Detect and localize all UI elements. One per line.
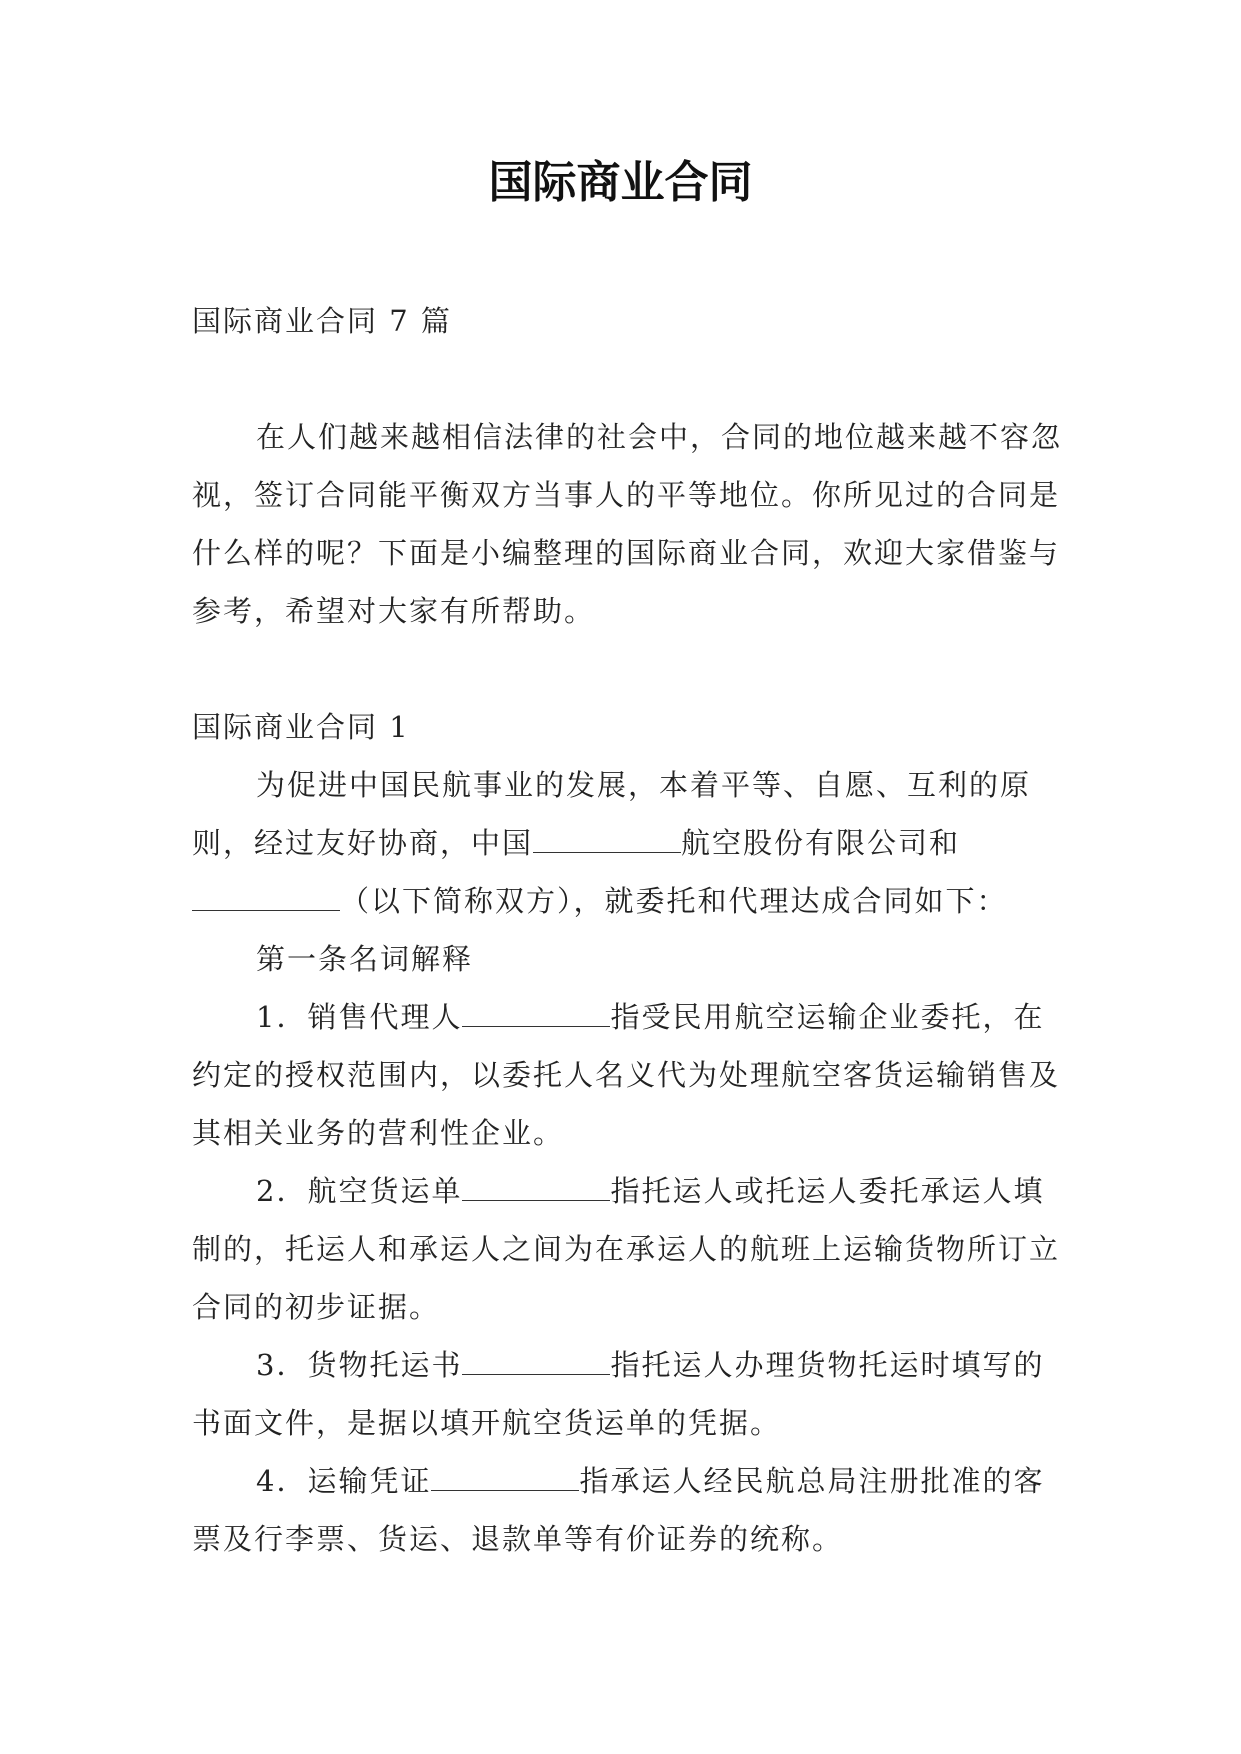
article-heading: 第一条名词解释 — [256, 942, 474, 976]
definition-term: 4．运输凭证 — [256, 1464, 432, 1498]
definition-text: 指托运人办理货物托运时填写的书面文件，是据以填开航空货运单的凭据。 — [192, 1348, 1045, 1440]
fill-blank — [462, 1000, 610, 1027]
intro-paragraph: 在人们越来越相信法律的社会中，合同的地位越来越不容忽视，签订合同能平衡双方当事人的平等地位。你所见过的合同是什么样的呢？下面是小编整理的国际商业合同，欢迎大家借鉴与参考，希望对大家有所帮助。 — [192, 420, 1063, 628]
definition-item — [192, 1336, 1062, 1452]
definition-term: 3．货物托运书 — [256, 1348, 463, 1382]
preamble-paragraph — [192, 756, 1062, 930]
definition-item — [192, 1452, 1062, 1568]
definition-item — [192, 988, 1062, 1162]
document-title: 国际商业合同 — [488, 157, 753, 208]
definition-term: 2．航空货运单 — [256, 1174, 463, 1208]
preamble-text-c: （以下简称双方），就委托和代理达成合同如下： — [340, 884, 1008, 918]
preamble-text-a: 为促进中国民航事业的发展，本着平等、自愿、互利的原则，经过友好协商，中国 — [192, 768, 1032, 860]
fill-blank — [462, 1348, 610, 1375]
definition-text: 指托运人或托运人委托承运人填制的，托运人和承运人之间为在承运人的航班上运输货物所订立合同的初步证据。 — [192, 1174, 1061, 1324]
fill-blank-airline — [533, 826, 681, 853]
fill-blank — [431, 1464, 579, 1491]
preamble-text-b: 航空股份有限公司和 — [681, 826, 961, 860]
fill-blank — [462, 1174, 610, 1201]
document-body — [192, 292, 1062, 1568]
document-subtitle: 国际商业合同 7 篇 — [192, 304, 452, 338]
definition-text: 指承运人经民航总局注册批准的客票及行李票、货运、退款单等有价证券的统称。 — [192, 1464, 1045, 1556]
definition-item — [192, 1162, 1062, 1336]
section-title: 国际商业合同 1 — [192, 710, 410, 744]
definition-term: 1．销售代理人 — [256, 1000, 463, 1034]
definition-text: 指受民用航空运输企业委托，在约定的授权范围内，以委托人名义代为处理航空客货运输销售及其相关业务的营利性企业。 — [192, 1000, 1061, 1150]
fill-blank-agent — [192, 884, 340, 911]
